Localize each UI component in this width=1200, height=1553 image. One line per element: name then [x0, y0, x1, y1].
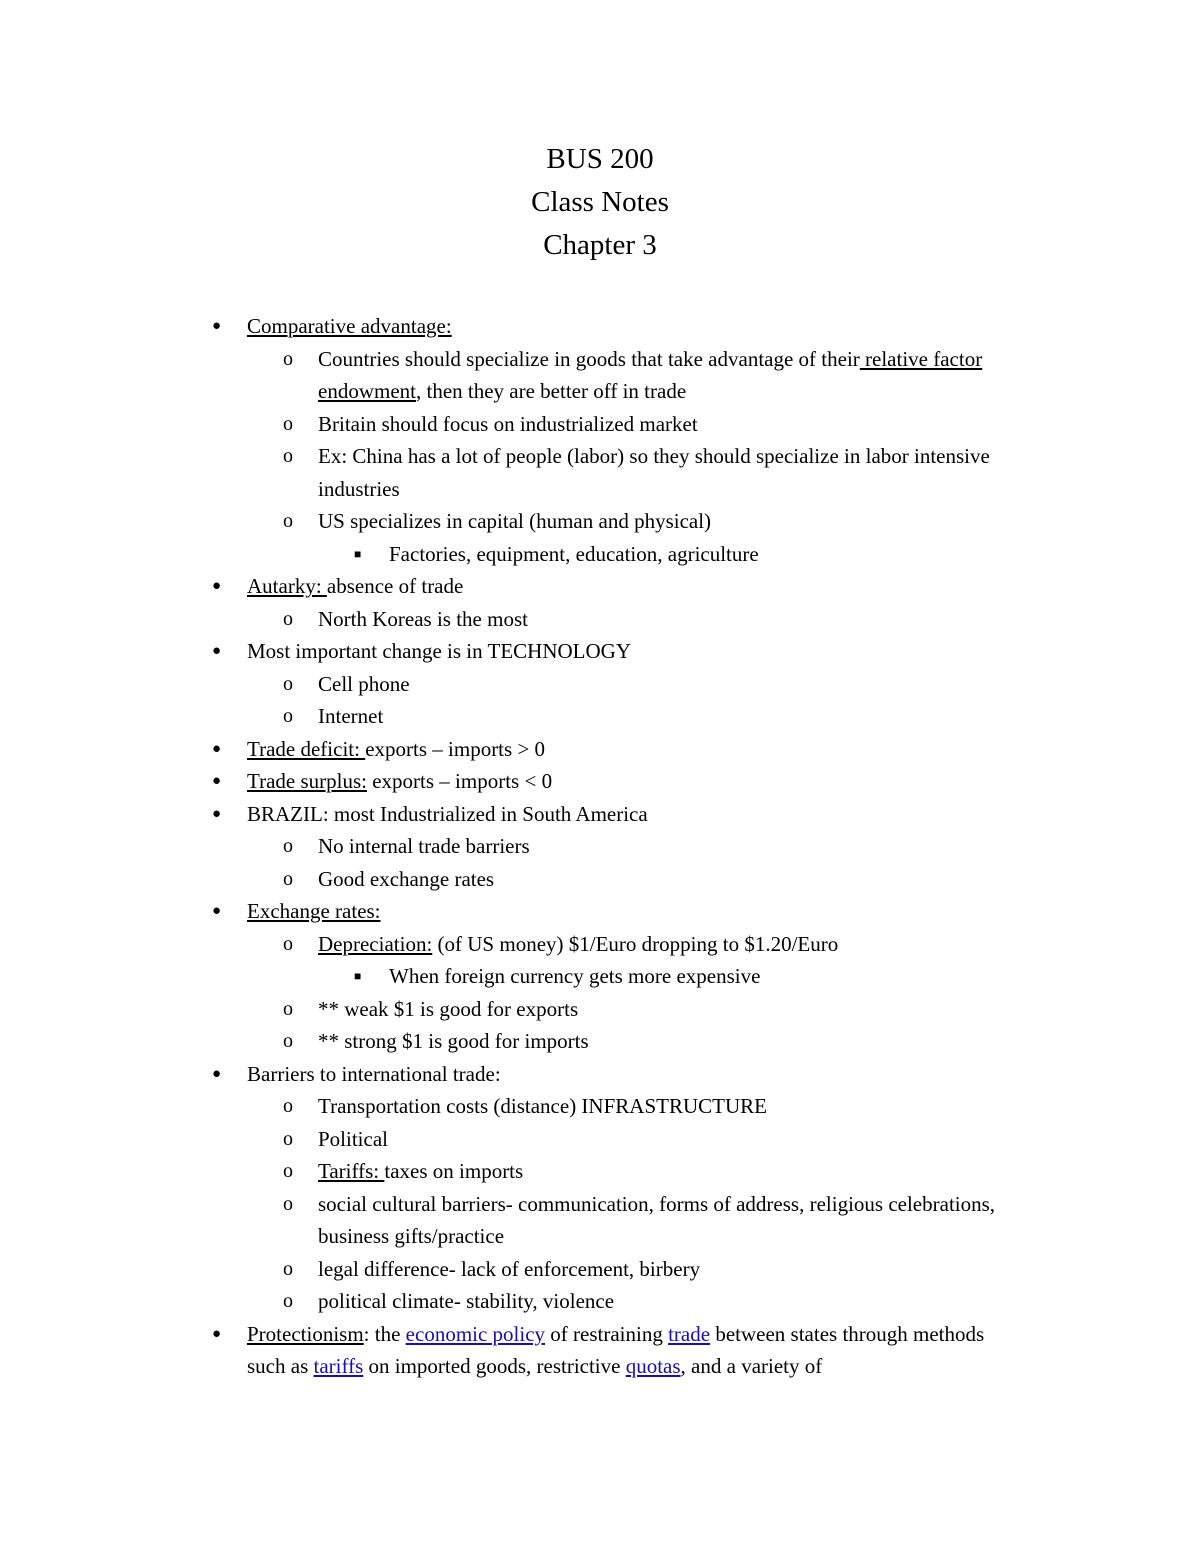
bullet-comparative-advantage — [0, 310, 1007, 343]
sub-text: legal difference- lack of enforcement, birbery — [318, 1256, 701, 1281]
circle-bullet-icon: o — [283, 1257, 293, 1280]
bullet-icon: ● — [212, 578, 222, 594]
term-tariffs: Tariffs: — [318, 1159, 385, 1183]
circle-bullet-icon: o — [283, 412, 293, 435]
sub-text: Good exchange rates — [318, 866, 495, 891]
bullet-text: of restraining — [545, 1321, 669, 1346]
sub-bullet — [0, 1025, 1008, 1058]
circle-bullet-icon: o — [283, 705, 293, 727]
circle-bullet-icon: o — [283, 510, 293, 532]
circle-bullet-icon: o — [283, 607, 293, 630]
circle-bullet-icon: o — [283, 835, 293, 857]
bullet-icon: ● — [212, 773, 222, 789]
circle-bullet-icon: o — [283, 347, 293, 370]
sub-bullet — [0, 830, 1008, 863]
detail-bullet — [0, 960, 1009, 993]
sub-bullet — [0, 1155, 1008, 1188]
circle-bullet-icon: o — [283, 445, 293, 467]
sub-text: North Koreas is the most — [318, 606, 528, 631]
bullet-icon: ● — [212, 318, 222, 334]
detail-bullet — [0, 538, 1009, 571]
document-title: Class Notes — [531, 186, 669, 218]
square-bullet-icon: ■ — [354, 546, 362, 561]
bullet-technology — [0, 635, 1007, 668]
bullet-barriers — [0, 1058, 1007, 1091]
sub-bullet — [0, 993, 1008, 1026]
sub-bullet — [0, 440, 1008, 505]
circle-bullet-icon: o — [283, 867, 293, 890]
bullet-text: on imported goods, restrictive — [363, 1354, 626, 1378]
chapter-title: Chapter 3 — [543, 229, 657, 261]
bullet-trade-surplus — [0, 765, 1007, 798]
notes-list — [0, 310, 1200, 1383]
bullet-brazil — [0, 798, 1007, 831]
bullet-text: exports – imports > 0 — [365, 736, 546, 761]
sub-text: Britain should focus on industrialized market — [318, 411, 698, 436]
sub-bullet — [0, 700, 1008, 733]
sub-text: Transportation costs (distance) INFRASTRUCTURE — [318, 1094, 767, 1118]
sub-bullet — [0, 1123, 1008, 1156]
circle-bullet-icon: o — [283, 1127, 293, 1150]
detail-text: When foreign currency gets more expensive — [389, 964, 761, 988]
circle-bullet-icon: o — [283, 1030, 293, 1052]
sub-text: ** weak $1 is good for exports — [318, 996, 579, 1021]
bullet-text: , and a variety of — [680, 1354, 823, 1378]
sub-text: Cell phone — [318, 671, 410, 696]
sub-bullet — [0, 603, 1008, 636]
square-bullet-icon: ■ — [354, 969, 362, 983]
bullet-text: Most important change is in TECHNOLOGY — [247, 639, 631, 663]
term-protectionism: Protectionism — [247, 1321, 364, 1346]
circle-bullet-icon: o — [283, 1095, 293, 1117]
term-trade-deficit: Trade deficit: — [247, 736, 366, 761]
sub-bullet — [0, 668, 1008, 701]
sub-text: , then they are better off in trade — [415, 379, 687, 403]
bullet-text: between states through methods such as — [247, 1321, 985, 1378]
sub-bullet — [0, 1285, 1008, 1318]
sub-text: US specializes in capital (human and physical) — [318, 509, 712, 533]
bullet-protectionism — [0, 1318, 1007, 1383]
bullet-autarky — [0, 570, 1007, 603]
sub-bullet — [0, 1090, 1008, 1123]
sub-bullet — [0, 1253, 1008, 1286]
circle-bullet-icon: o — [283, 1290, 293, 1312]
sub-text: Political — [318, 1126, 388, 1151]
sub-bullet — [0, 408, 1008, 441]
bullet-icon: ● — [212, 1325, 222, 1342]
bullet-exchange-rates — [0, 895, 1007, 928]
bullet-text: exports – imports < 0 — [366, 769, 553, 793]
sub-text: political climate- stability, violence — [318, 1289, 615, 1313]
term-relative-factor-endowment: relative factor endowment — [318, 346, 983, 403]
bullet-icon: ● — [212, 903, 222, 919]
sub-text: social cultural barriers- communication, forms of address, religious celebrations, business gifts/practice — [318, 1191, 996, 1248]
term-exchange-rates: Exchange rates: — [247, 899, 381, 923]
sub-text: taxes on imports — [384, 1159, 524, 1183]
sub-text: ** strong $1 is good for imports — [318, 1029, 589, 1053]
sub-bullet — [0, 505, 1008, 538]
bullet-text: : the — [363, 1321, 406, 1346]
term-trade-surplus: Trade surplus: — [247, 769, 367, 793]
sub-text: Internet — [318, 704, 384, 728]
bullet-icon: ● — [212, 805, 222, 822]
circle-bullet-icon: o — [283, 1160, 293, 1182]
term-comparative-advantage: Comparative advantage: — [247, 314, 452, 338]
bullet-icon: ● — [212, 1065, 222, 1082]
circle-bullet-icon: o — [283, 1192, 293, 1215]
sub-bullet — [0, 343, 1008, 408]
sub-bullet — [0, 1188, 1008, 1253]
sub-bullet — [0, 863, 1008, 896]
bullet-trade-deficit — [0, 733, 1007, 766]
sub-text: Countries should specialize in goods that take advantage of their — [318, 346, 860, 371]
sub-text: No internal trade barriers — [318, 834, 530, 858]
circle-bullet-icon: o — [283, 672, 293, 695]
bullet-text: Barriers to international trade: — [247, 1061, 501, 1086]
sub-bullet — [0, 928, 1008, 961]
bullet-text: absence of trade — [326, 574, 464, 598]
course-title: BUS 200 — [546, 143, 654, 175]
detail-text: Factories, equipment, education, agriculture — [389, 541, 759, 566]
circle-bullet-icon: o — [283, 932, 293, 955]
bullet-icon: ● — [212, 643, 222, 659]
bullet-text: BRAZIL: most Industrialized in South America — [247, 801, 648, 826]
term-depreciation: Depreciation: — [318, 931, 433, 956]
link-quotas[interactable]: quotas — [625, 1354, 681, 1378]
sub-text: Ex: China has a lot of people (labor) so they should specialize in labor intensive industries — [318, 444, 990, 501]
link-tariffs[interactable]: tariffs — [313, 1354, 364, 1378]
sub-text: (of US money) $1/Euro dropping to $1.20/Euro — [432, 931, 839, 956]
link-economic-policy[interactable]: economic policy — [405, 1321, 546, 1346]
title-block — [0, 138, 1200, 267]
circle-bullet-icon: o — [283, 997, 293, 1020]
bullet-icon: ● — [212, 740, 222, 757]
term-autarky: Autarky: — [247, 574, 327, 598]
link-trade[interactable]: trade — [668, 1321, 711, 1346]
